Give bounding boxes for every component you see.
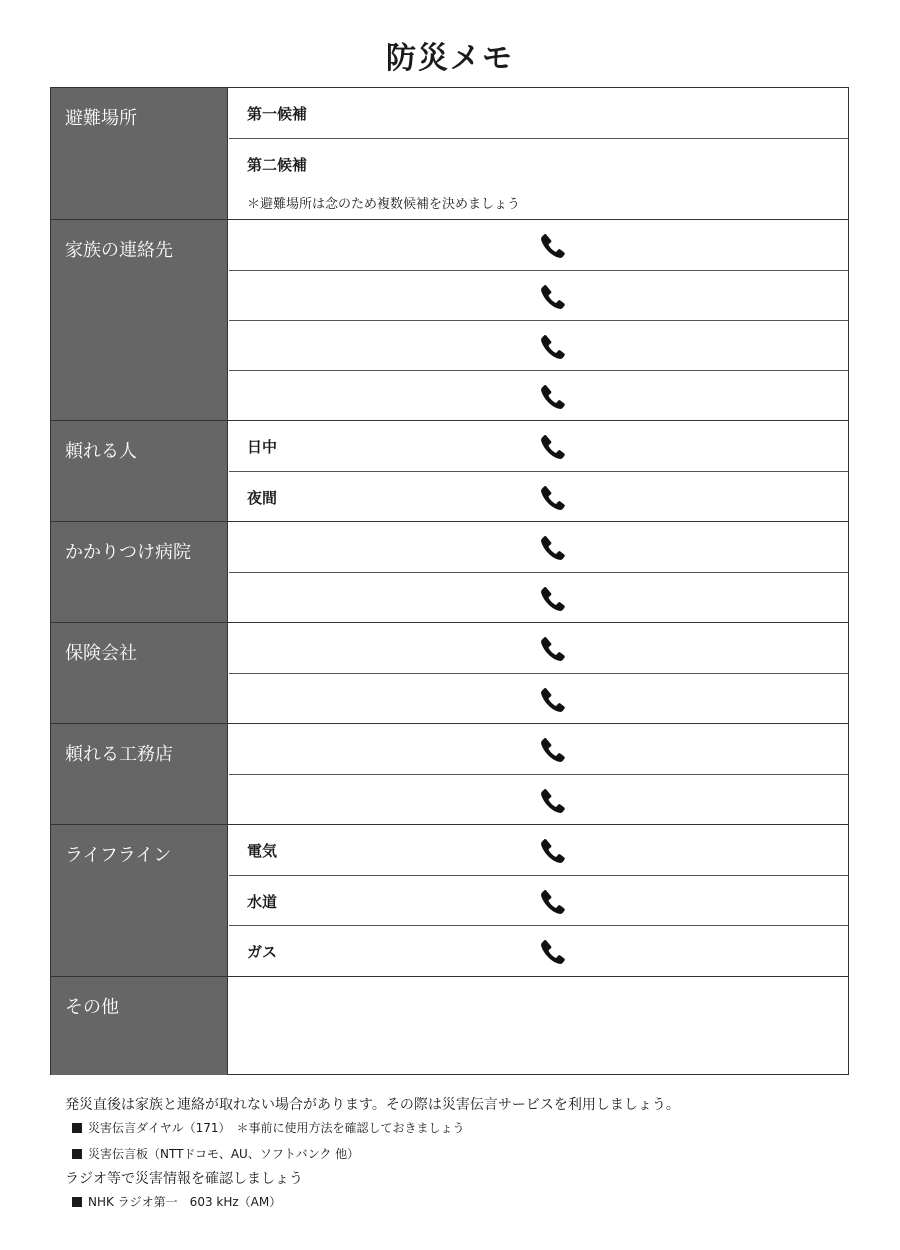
phone-icon [539,433,565,459]
evacuation-row-1[interactable] [229,88,848,138]
row-label: 電気 [247,842,278,860]
footer-item-text: 災害伝言板（NTTドコモ、AU、ソフトバンク 他） [88,1147,360,1161]
row-label: 水道 [247,893,278,911]
contractor-row[interactable] [229,724,848,774]
section-lifeline [51,824,848,977]
footer-item-board [72,1145,359,1162]
evacuation-row-2[interactable] [229,138,848,219]
phone-icon [539,484,565,510]
row-label: 夜間 [247,489,278,507]
insurance-row[interactable] [229,673,848,723]
phone-icon [539,534,565,560]
footer-item-text: NHK ラジオ第一 603 kHz（AM） [88,1195,282,1209]
row-label: 第一候補 [247,105,308,123]
section-label-evacuation: 避難場所 [51,88,228,219]
phone-icon [539,686,565,712]
phone-icon [539,635,565,661]
disaster-memo-table [50,87,849,1075]
row-label: ガス [247,943,278,961]
insurance-row[interactable] [229,623,848,673]
footer-item-radio [72,1193,281,1210]
square-bullet-icon [72,1123,82,1133]
section-label-other: その他 [51,977,228,1075]
section-label-contractor: 頼れる工務店 [51,724,228,825]
phone-icon [539,888,565,914]
footer-item-text: 災害伝言ダイヤル（171） ＊事前に使用方法を確認しておきましょう [88,1121,465,1135]
section-label-insurance: 保険会社 [51,623,228,724]
section-clinic [51,521,848,623]
footer-note-radio: ラジオ等で災害情報を確認しましょう [65,1171,303,1187]
section-family [51,219,848,421]
row-label: 日中 [247,438,278,456]
section-label-lifeline: ライフライン [51,825,228,977]
family-contact-row[interactable] [229,220,848,270]
phone-icon [539,938,565,964]
section-evacuation [51,88,848,219]
evacuation-note: ＊避難場所は念のため複数候補を決めましょう [247,197,521,212]
phone-icon [539,283,565,309]
section-contractor [51,723,848,825]
section-label-clinic: かかりつけ病院 [51,522,228,623]
section-insurance [51,622,848,724]
contractor-row[interactable] [229,774,848,824]
lifeline-row-electricity[interactable] [229,825,848,875]
lifeline-row-gas[interactable] [229,925,848,975]
section-reliable-person [51,420,848,522]
family-contact-row[interactable] [229,370,848,420]
section-label-reliable-person: 頼れる人 [51,421,228,522]
page-title: 防災メモ [386,41,514,76]
phone-icon [539,585,565,611]
square-bullet-icon [72,1149,82,1159]
clinic-row[interactable] [229,572,848,622]
family-contact-row[interactable] [229,270,848,320]
phone-icon [539,232,565,258]
reliable-person-row-night[interactable] [229,471,848,521]
square-bullet-icon [72,1197,82,1207]
phone-icon [539,837,565,863]
family-contact-row[interactable] [229,320,848,370]
lifeline-row-water[interactable] [229,875,848,925]
row-label: 第二候補 [247,156,308,174]
other-notes-area[interactable] [229,977,848,1075]
phone-icon [539,787,565,813]
section-other [51,976,848,1075]
footer-note-message-service: 発災直後は家族と連絡が取れない場合があります。その際は災害伝言サービスを利用しましょう。 [65,1097,680,1113]
phone-icon [539,736,565,762]
footer-item-dial [72,1119,465,1136]
section-label-family: 家族の連絡先 [51,220,228,421]
reliable-person-row-daytime[interactable] [229,421,848,471]
clinic-row[interactable] [229,522,848,572]
phone-icon [539,333,565,359]
phone-icon [539,383,565,409]
